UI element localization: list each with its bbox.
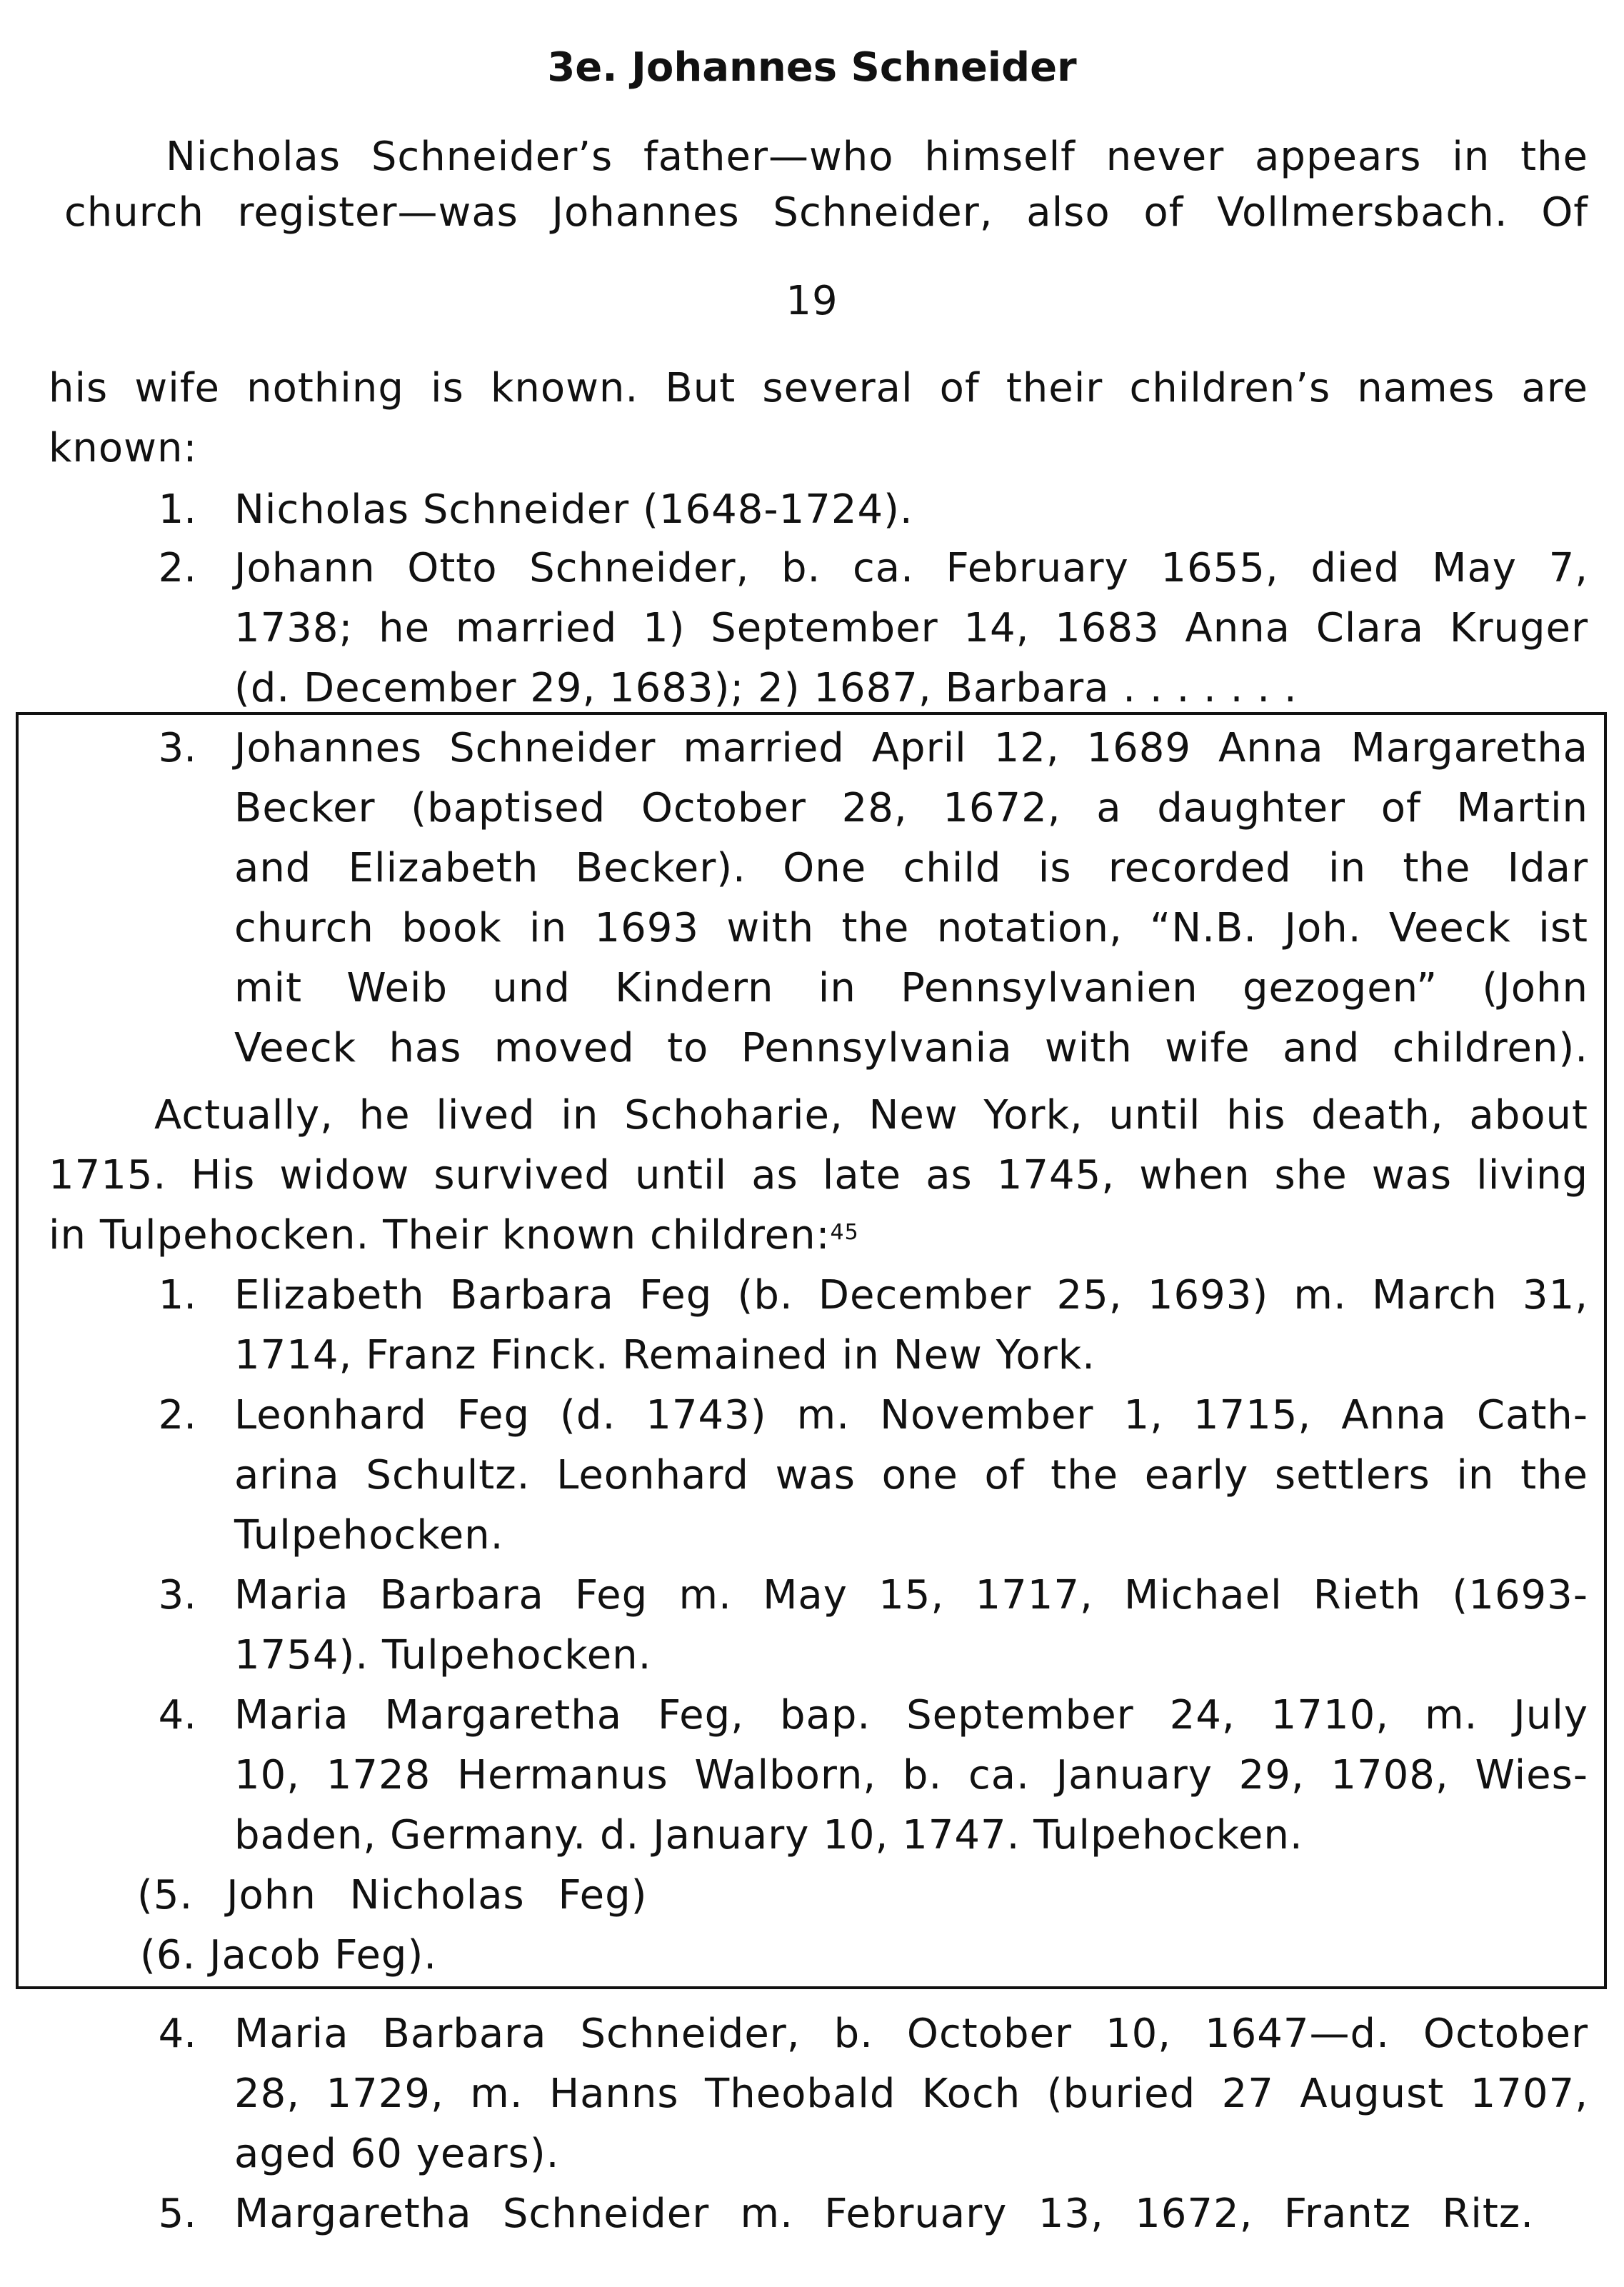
list-number: 2. — [158, 1392, 196, 1438]
section-heading: 3e. Johannes Schneider — [547, 44, 1077, 91]
list-number: 1. — [158, 1272, 196, 1318]
list-number: 4. — [158, 2011, 196, 2057]
list-item: church book in 1693 with the notation, “N.B. Joh. Veeck ist — [234, 905, 1588, 951]
list-item: 28, 1729, m. Hanns Theobald Koch (buried 27 August 1707, — [234, 2071, 1588, 2117]
list-item: Maria Barbara Feg m. May 15, 1717, Michael Rieth (1693- — [234, 1572, 1588, 1618]
list-item: Becker (baptised October 28, 1672, a daughter of Martin — [234, 785, 1588, 831]
continuation-line: his wife nothing is known. But several of their children’s names are — [49, 365, 1588, 411]
list-item: Nicholas Schneider (1648-1724). — [234, 486, 913, 533]
list-item: (5. John Nicholas Feg) — [137, 1872, 648, 1918]
list-item: Maria Margaretha Feg, bap. September 24, 1710, m. July — [234, 1692, 1588, 1738]
list-item: Margaretha Schneider m. February 13, 1672, Frantz Ritz. — [234, 2191, 1534, 2237]
list-item: Johann Otto Schneider, b. ca. February 1655, died May 7, — [234, 545, 1588, 591]
list-item: arina Schultz. Leonhard was one of the early settlers in the — [234, 1452, 1588, 1498]
list-number: 4. — [158, 1692, 196, 1738]
list-number: 2. — [158, 545, 196, 591]
list-item: Elizabeth Barbara Feg (b. December 25, 1693) m. March 31, — [234, 1272, 1588, 1318]
intro-line: church register—was Johannes Schneider, also of Vollmersbach. Of — [64, 189, 1588, 236]
list-item: Tulpehocken. — [234, 1512, 504, 1558]
list-item: Veeck has moved to Pennsylvania with wife and children). — [234, 1025, 1588, 1071]
list-item: (6. Jacob Feg). — [140, 1932, 438, 1978]
boxed-paragraph: in Tulpehocken. Their known children: — [49, 1212, 831, 1258]
list-item: and Elizabeth Becker). One child is recorded in the Idar — [234, 845, 1588, 891]
list-item: mit Weib und Kindern in Pennsylvanien gezogen” (John — [234, 965, 1588, 1011]
list-item: baden, Germany. d. January 10, 1747. Tulpehocken. — [234, 1812, 1303, 1858]
list-number: 3. — [158, 1572, 196, 1618]
page-number: 19 — [786, 278, 838, 324]
list-number: 1. — [158, 486, 196, 533]
list-item: 1714, Franz Finck. Remained in New York. — [234, 1332, 1096, 1378]
footnote-ref: 45 — [830, 1220, 859, 1245]
list-item: 10, 1728 Hermanus Walborn, b. ca. January 29, 1708, Wies- — [234, 1752, 1588, 1798]
list-number: 3. — [158, 725, 196, 771]
list-item: Johannes Schneider married April 12, 1689 Anna Margaretha — [234, 725, 1588, 771]
continuation-line: known: — [49, 425, 198, 471]
list-number: 5. — [158, 2191, 196, 2237]
intro-line: Nicholas Schneider’s father—who himself never appears in the — [166, 134, 1588, 180]
boxed-paragraph: 1715. His widow survived until as late as 1745, when she was living — [49, 1152, 1588, 1198]
list-item: Maria Barbara Schneider, b. October 10, 1647—d. October — [234, 2011, 1588, 2057]
list-item: (d. December 29, 1683); 2) 1687, Barbara . . . . . . . — [234, 665, 1298, 711]
list-item: 1738; he married 1) September 14, 1683 Anna Clara Kruger — [234, 605, 1588, 651]
list-item: 1754). Tulpehocken. — [234, 1632, 652, 1678]
list-item: aged 60 years). — [234, 2131, 560, 2177]
boxed-paragraph: Actually, he lived in Schoharie, New York, until his death, about — [154, 1092, 1588, 1139]
boxed-paragraph-end — [49, 1206, 859, 1266]
list-item: Leonhard Feg (d. 1743) m. November 1, 1715, Anna Cath- — [234, 1392, 1588, 1438]
